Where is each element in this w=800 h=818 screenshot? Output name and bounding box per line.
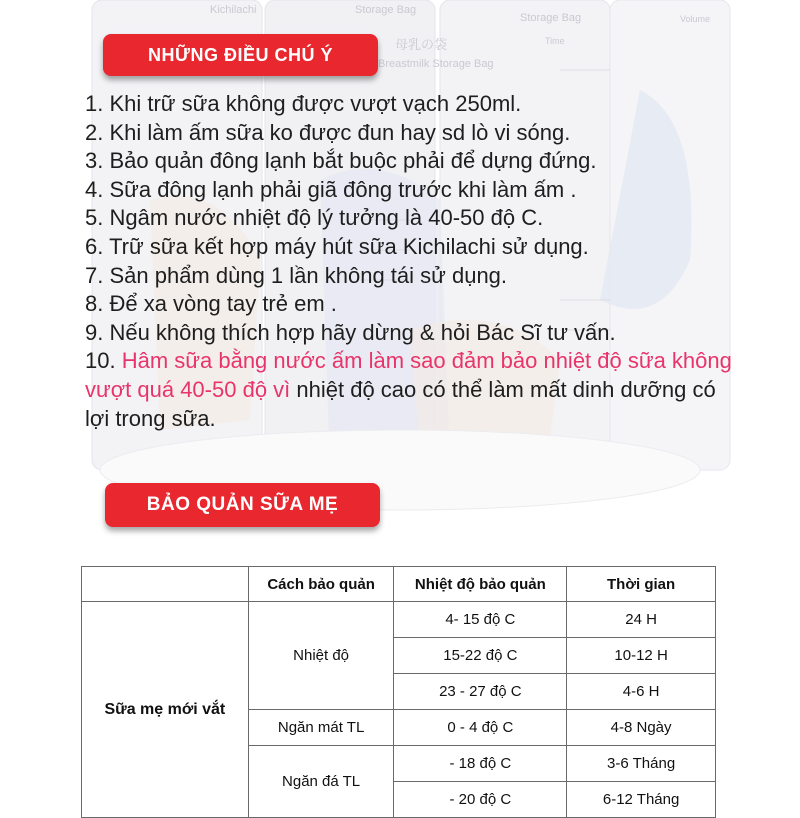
note-item-5: 5. Ngâm nước nhiệt độ lý tưởng là 40-50 độ C. [85, 205, 544, 231]
note-item-8: 8. Để xa vòng tay trẻ em . [85, 291, 337, 317]
storage-title-badge: BẢO QUẢN SỮA MẸ [105, 483, 380, 527]
cell-time: 10-12 H [567, 638, 716, 674]
note-item-10-highlight: Hâm sữa bằng nước ấm làm sao đảm bảo nhiệt độ sữa không vượt quá 40-50 độ vì [85, 348, 732, 402]
cell-time: 6-12 Tháng [567, 782, 716, 818]
bg-storage-bag-label-2: Storage Bag [520, 12, 582, 24]
note-item-10-rest: nhiệt độ cao có thể làm mất dinh dưỡng có lợi trong sữa. [85, 376, 716, 431]
row-label-fresh-milk: Sữa mẹ mới vắt [82, 602, 249, 818]
table-header-method: Cách bảo quản [248, 567, 394, 602]
note-item-9: 9. Nếu không thích hợp hãy dừng & hỏi Bác Sĩ tư vấn. [85, 319, 616, 345]
table-header-row [82, 567, 716, 602]
cell-temp: 0 - 4 độ C [394, 710, 567, 746]
group-fridge: Ngăn mát TL [248, 710, 394, 746]
note-item-7: 7. Sản phẩm dùng 1 lần không tái sử dụng. [85, 262, 508, 288]
note-item-10 [85, 347, 735, 433]
group-freezer: Ngăn đá TL [248, 746, 394, 818]
cell-time: 3-6 Tháng [567, 746, 716, 782]
cell-temp: 23 - 27 độ C [394, 674, 567, 710]
cell-temp: 15-22 độ C [394, 638, 567, 674]
note-item-4: 4. Sữa đông lạnh phải giã đông trước khi làm ấm . [85, 176, 577, 202]
group-room-temperature: Nhiệt độ [248, 602, 394, 710]
note-item-3: 3. Bảo quản đông lạnh bắt buộc phải để dựng đứng. [85, 148, 597, 174]
bg-breastmilk-label: Breastmilk Storage Bag [378, 58, 494, 70]
bg-japanese-label: 母乳の袋 [395, 37, 448, 52]
notes-title-badge: NHỮNG ĐIỀU CHÚ Ý [103, 34, 378, 76]
cell-temp: - 18 độ C [394, 746, 567, 782]
cell-temp: 4- 15 độ C [394, 602, 567, 638]
note-item-1: 1. Khi trữ sữa không được vượt vạch 250ml. [85, 91, 522, 116]
bg-brand-text: Kichilachi [210, 4, 257, 16]
bg-volume-label: Volume [680, 14, 711, 24]
cell-temp: - 20 độ C [394, 782, 567, 818]
note-item-6: 6. Trữ sữa kết hợp máy hút sữa Kichilachi sử dụng. [85, 233, 589, 259]
cell-time: 4-6 H [567, 674, 716, 710]
table-header-temperature: Nhiệt độ bảo quản [394, 567, 567, 602]
table-header-empty [82, 567, 249, 602]
note-item-2: 2. Khi làm ấm sữa ko được đun hay sd lò vi sóng. [85, 119, 571, 145]
cell-time: 4-8 Ngày [567, 710, 716, 746]
table-row [82, 602, 716, 638]
table-header-duration: Thời gian [567, 567, 716, 602]
cell-time: 24 H [567, 602, 716, 638]
notes-list [85, 90, 785, 433]
storage-table [81, 566, 716, 818]
bg-time-label: Time [545, 36, 565, 46]
note-item-10-number: 10. [85, 348, 116, 374]
bg-storage-bag-label: Storage Bag [355, 4, 417, 16]
